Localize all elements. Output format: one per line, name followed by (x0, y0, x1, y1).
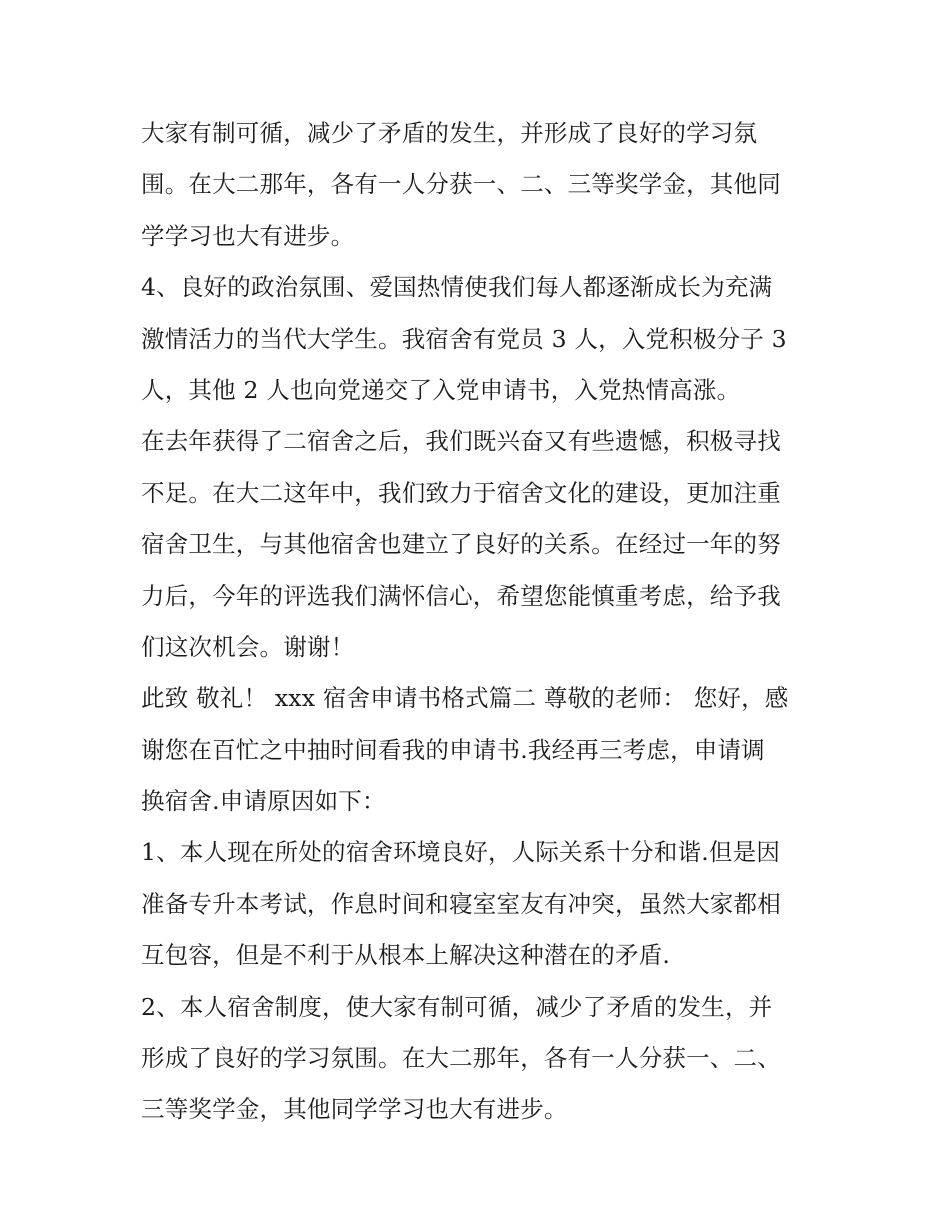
text-line: 学学习也大有进步。 (141, 221, 355, 250)
text-line: 互包容，但是不利于从根本上解决这种潜在的矛盾. (141, 941, 671, 970)
text-line: 4、良好的政治氛围、爱国热情使我们每人都逐渐成长为充满 (141, 273, 773, 302)
text-line: 2、本人宿舍制度，使大家有制可循，减少了矛盾的发生，并 (141, 992, 773, 1021)
text-line: 谢您在百忙之中抽时间看我的申请书.我经再三考虑，申请调 (141, 735, 765, 764)
text-line: 换宿舍.申请原因如下： (141, 787, 386, 816)
text-line: 准备专升本考试，作息时间和寝室室友有冲突，虽然大家都相 (141, 889, 781, 918)
document-body (141, 108, 816, 1136)
text-line: 形成了良好的学习氛围。在大二那年，各有一人分获一、二、 (141, 1044, 781, 1073)
text-line: 宿舍卫生，与其他宿舍也建立了良好的关系。在经过一年的努 (141, 530, 781, 559)
text-line: 激情活力的当代大学生。我宿舍有党员 3 人，入党积极分子 3 (141, 324, 787, 353)
text-line: 1、本人现在所处的宿舍环境良好，人际关系十分和谐.但是因 (141, 838, 781, 867)
text-line: 不足。在大二这年中，我们致力于宿舍文化的建设，更加注重 (141, 478, 781, 507)
text-line: 三等奖学金，其他同学学习也大有进步。 (141, 1095, 568, 1124)
text-line: 围。在大二那年，各有一人分获一、二、三等奖学金，其他同 (141, 170, 781, 199)
text-line: 大家有制可循，减少了矛盾的发生，并形成了良好的学习氛 (141, 119, 758, 147)
text-line: 此致 敬礼！ xxx 宿舍申请书格式篇二 尊敬的老师： 您好，感 (141, 684, 789, 713)
text-line: 力后，今年的评选我们满怀信心，希望您能慎重考虑，给予我 (141, 581, 781, 610)
text-line: 在去年获得了二宿舍之后，我们既兴奋又有些遗憾，积极寻找 (141, 427, 781, 456)
text-line: 们这次机会。谢谢！ (141, 632, 355, 661)
text-line: 人，其他 2 人也向党递交了入党申请书，入党热情高涨。 (141, 375, 741, 404)
